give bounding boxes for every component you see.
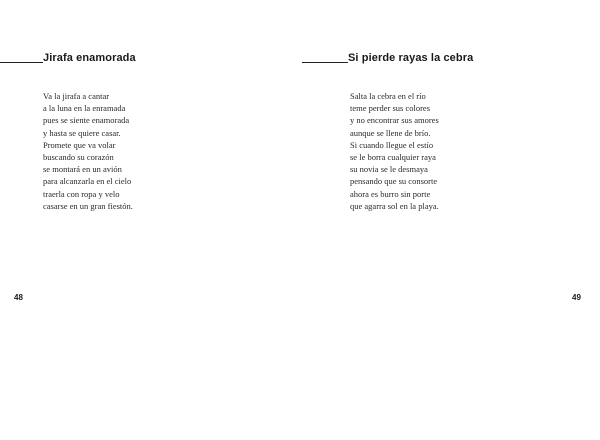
poem-line: pues se siente enamorada: [43, 115, 130, 126]
poem-body: [43, 90, 133, 212]
poem-line: y hasta se quiere casar.: [43, 127, 121, 138]
poem-body: [350, 90, 439, 212]
poem-line: buscando su corazón: [43, 152, 114, 163]
poem-line: que agarra sol en la playa.: [350, 200, 439, 211]
poem-line: para alcanzarla en el cielo: [43, 176, 132, 187]
poem-line: su novia se le desmaya: [350, 164, 428, 175]
right-page: [300, 0, 600, 440]
poem-line: casarse en un gran fiestón.: [43, 200, 133, 211]
poem-line: y no encontrar sus amores: [350, 115, 439, 126]
title-rule: [302, 62, 348, 63]
poem-line: teme perder sus colores: [350, 103, 431, 114]
poem-title: Jirafa enamorada: [43, 52, 136, 64]
poem-line: Promete que va volar: [43, 139, 116, 150]
page-number: 48: [14, 293, 23, 302]
poem-line: traerla con ropa y velo: [43, 188, 120, 199]
page-number: 49: [572, 293, 581, 302]
poem-title: Si pierde rayas la cebra: [348, 52, 474, 64]
poem-line: se le borra cualquier raya: [350, 152, 436, 163]
poem-line: Salta la cebra en el río: [350, 91, 426, 101]
poem-line: Va la jirafa a cantar: [43, 91, 110, 101]
poem-line: se montará en un avión: [43, 164, 122, 175]
poem-line: ahora es burro sin porte: [350, 188, 431, 199]
poem-line: pensando que su consorte: [350, 176, 438, 187]
poem-line: aunque se llene de brío.: [350, 127, 431, 138]
poem-line: a la luna en la enramada: [43, 103, 126, 114]
title-rule: [0, 62, 43, 63]
poem-line: Si cuando llegue el estío: [350, 139, 434, 150]
